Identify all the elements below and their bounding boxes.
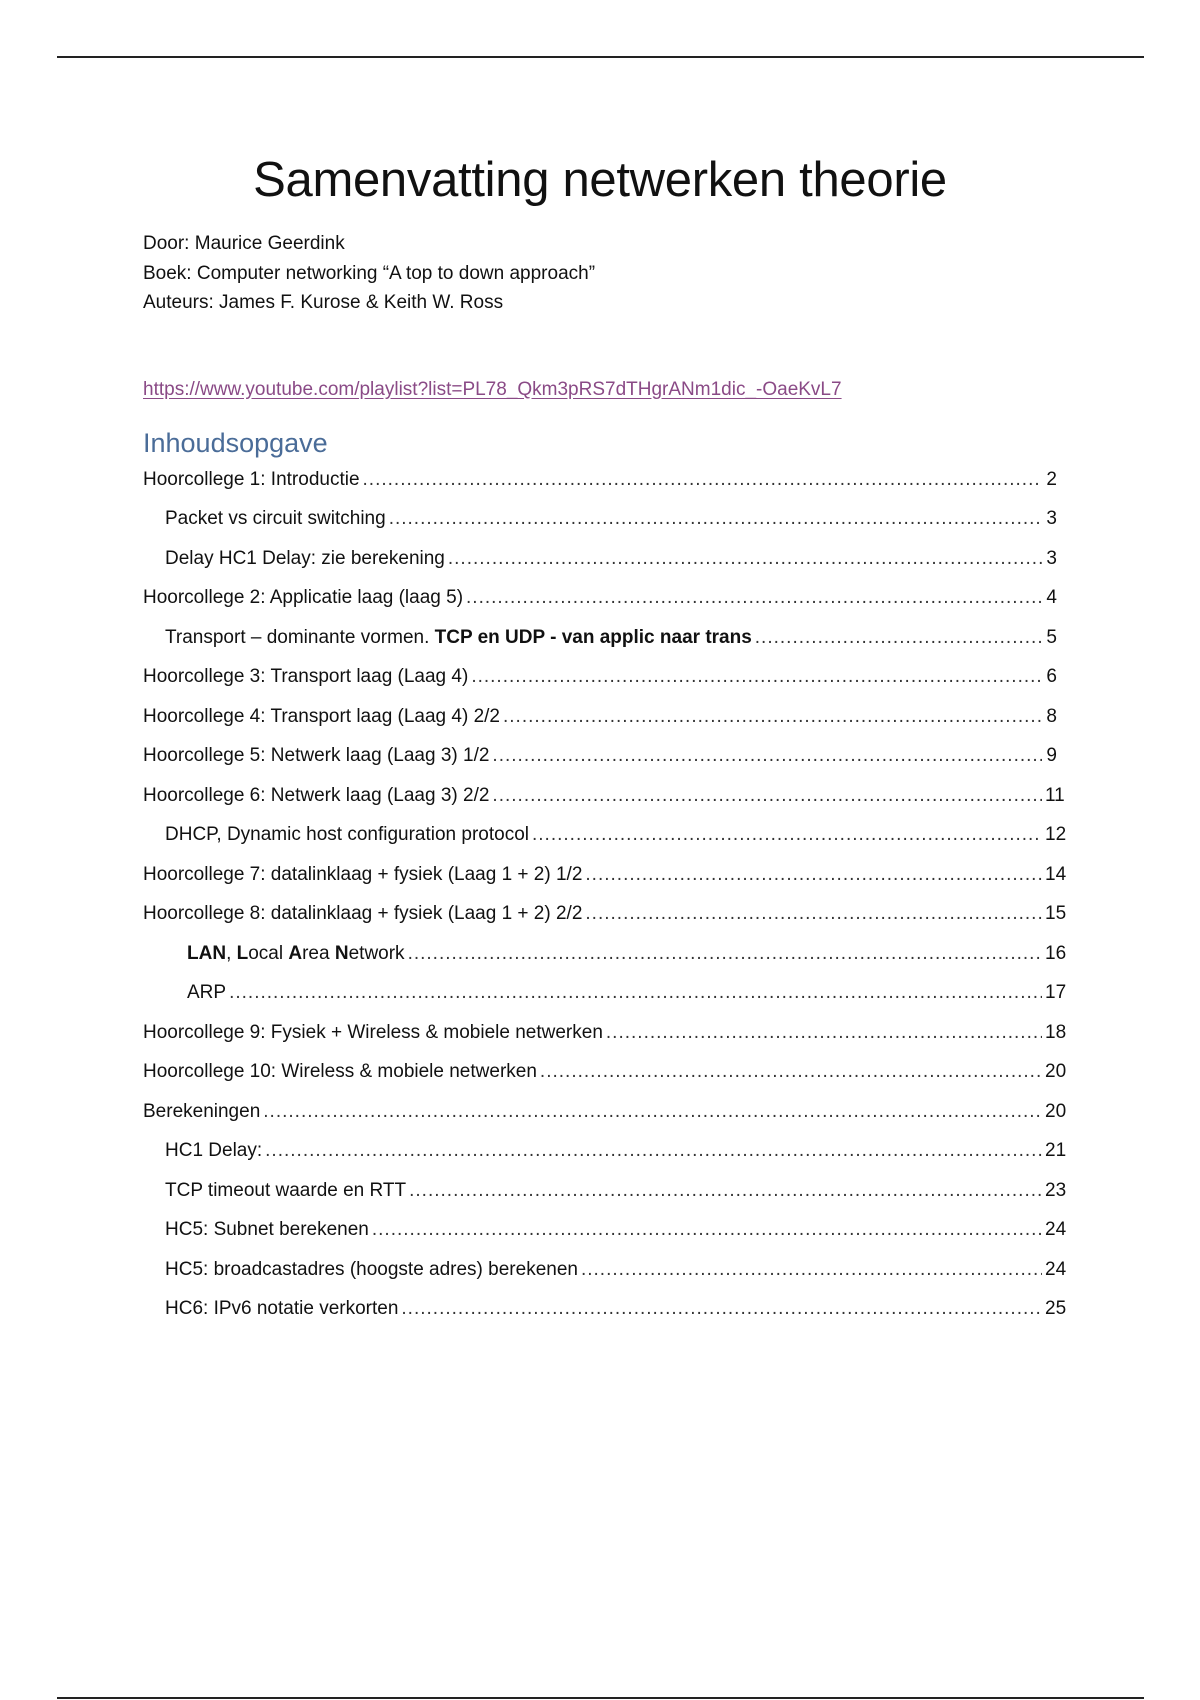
toc-entry-label-bold: TCP en UDP - van applic naar trans	[434, 626, 752, 648]
toc-leader-dots	[606, 1020, 1042, 1046]
toc-entry-label-bold: N	[334, 942, 349, 964]
toc-entry-page: 8	[1046, 705, 1057, 727]
toc-leader-dots	[363, 467, 1042, 493]
toc-entry-page: 23	[1045, 1179, 1067, 1201]
header-rule	[57, 56, 1144, 58]
toc-entry[interactable]	[143, 506, 1057, 546]
toc-entry-page: 9	[1046, 745, 1057, 766]
toc-entry-label: Hoorcollege 4: Transport laag (Laag 4) 2/2	[143, 705, 500, 727]
toc-leader-dots	[401, 1296, 1042, 1322]
toc-entry[interactable]	[143, 862, 1067, 902]
toc-entry-label: Hoorcollege 3: Transport laag (Laag 4)	[143, 666, 469, 687]
toc-entry[interactable]	[143, 664, 1057, 704]
toc-entry-page: 20	[1045, 1061, 1067, 1082]
toc-entry[interactable]	[143, 546, 1057, 586]
toc-entry-label: Berekeningen	[143, 1100, 261, 1122]
toc-leader-dots	[492, 783, 1042, 809]
meta-book: Boek: Computer networking “A top to down approach”	[143, 262, 596, 284]
toc-entry-page: 15	[1045, 903, 1067, 924]
toc-entry[interactable]	[143, 625, 1057, 665]
toc-entry-page: 17	[1045, 982, 1067, 1003]
document-title: Samenvatting netwerken theorie	[253, 153, 947, 207]
toc-entry[interactable]	[143, 585, 1057, 625]
toc-entry-page: 14	[1045, 863, 1067, 885]
toc-entry-label: DHCP, Dynamic host configuration protocol	[165, 824, 529, 845]
toc-entry-label-bold: LAN	[187, 942, 227, 964]
toc-leader-dots	[229, 980, 1042, 1006]
toc-entry[interactable]	[143, 980, 1067, 1020]
toc-entry-label-plain: Transport – dominante vormen.	[165, 626, 435, 648]
toc-entry[interactable]	[143, 1296, 1067, 1336]
toc-entry-page: 3	[1046, 547, 1057, 569]
toc-entry-page: 20	[1045, 1100, 1067, 1122]
toc-entry-label: Hoorcollege 5: Netwerk laag (Laag 3) 1/2	[143, 745, 490, 766]
toc-entry[interactable]	[143, 1059, 1067, 1099]
toc-entry-page: 4	[1046, 587, 1057, 608]
toc-entry[interactable]	[143, 901, 1067, 941]
table-of-contents	[143, 467, 1067, 1336]
toc-entry-label-plain: ,	[226, 942, 237, 964]
toc-entry-page: 2	[1046, 468, 1057, 490]
toc-entry-label-bold: L	[236, 942, 249, 964]
toc-entry-label-plain: etwork	[348, 942, 405, 964]
toc-leader-dots	[471, 664, 1042, 690]
toc-entry-page: 25	[1045, 1298, 1067, 1319]
toc-entry[interactable]	[143, 743, 1057, 783]
toc-entry-page: 18	[1045, 1021, 1067, 1043]
toc-entry[interactable]	[143, 704, 1057, 744]
toc-leader-dots	[540, 1059, 1042, 1085]
toc-entry[interactable]	[143, 1178, 1067, 1218]
toc-entry-page: 11	[1045, 784, 1065, 806]
toc-entry-label: HC5: Subnet berekenen	[165, 1219, 369, 1240]
toc-leader-dots	[408, 941, 1042, 967]
toc-heading: Inhoudsopgave	[143, 427, 328, 458]
toc-leader-dots	[409, 1178, 1042, 1204]
toc-leader-dots	[585, 901, 1042, 927]
toc-entry[interactable]	[143, 1099, 1067, 1139]
toc-entry[interactable]	[143, 1257, 1067, 1297]
toc-leader-dots	[503, 704, 1042, 730]
meta-author: Door: Maurice Geerdink	[143, 233, 345, 254]
toc-entry-page: 5	[1046, 626, 1057, 648]
toc-entry[interactable]	[143, 822, 1067, 862]
toc-entry-label	[165, 625, 752, 651]
toc-entry-label	[187, 941, 405, 967]
toc-entry[interactable]	[143, 941, 1067, 981]
toc-entry-page: 16	[1045, 942, 1067, 964]
toc-leader-dots	[755, 625, 1042, 651]
toc-entry-label: ARP	[187, 982, 227, 1003]
toc-entry-label: HC5: broadcastadres (hoogste adres) berekenen	[165, 1258, 578, 1280]
toc-leader-dots	[372, 1217, 1042, 1243]
toc-entry-page: 6	[1046, 666, 1057, 687]
toc-entry-label: Delay HC1 Delay: zie berekening	[165, 547, 445, 569]
toc-entry-label: TCP timeout waarde en RTT	[165, 1179, 407, 1201]
toc-entry[interactable]	[143, 1138, 1067, 1178]
toc-leader-dots	[492, 743, 1042, 769]
toc-leader-dots	[581, 1257, 1042, 1283]
toc-entry[interactable]	[143, 1020, 1067, 1060]
toc-entry-label: Hoorcollege 10: Wireless & mobiele netwerken	[143, 1061, 537, 1082]
toc-leader-dots	[389, 506, 1042, 532]
toc-entry-label: Hoorcollege 9: Fysiek + Wireless & mobiele netwerken	[143, 1021, 603, 1043]
playlist-link[interactable]: https://www.youtube.com/playlist?list=PL78_Qkm3pRS7dTHgrANm1dic_-OaeKvL7	[143, 378, 842, 400]
toc-entry[interactable]	[143, 783, 1065, 823]
toc-leader-dots	[466, 585, 1042, 611]
toc-leader-dots	[585, 862, 1042, 888]
toc-entry-label: Packet vs circuit switching	[165, 508, 386, 529]
toc-entry-label: Hoorcollege 2: Applicatie laag (laag 5)	[143, 587, 464, 608]
toc-entry-page: 21	[1045, 1140, 1067, 1161]
toc-entry-page: 12	[1045, 824, 1067, 845]
toc-entry-label-plain: ocal	[248, 942, 289, 964]
page-content	[143, 150, 1067, 1336]
meta-authors: Auteurs: James F. Kurose & Keith W. Ross	[143, 292, 504, 313]
toc-entry-label: Hoorcollege 7: datalinklaag + fysiek (Laag 1 + 2) 1/2	[143, 863, 583, 885]
toc-entry-label: Hoorcollege 1: Introductie	[143, 468, 360, 490]
footer-rule	[57, 1697, 1144, 1699]
toc-entry-label: Hoorcollege 6: Netwerk laag (Laag 3) 2/2	[143, 784, 490, 806]
toc-entry[interactable]	[143, 1217, 1067, 1257]
toc-entry-label-bold: A	[288, 942, 303, 964]
toc-entry-label: HC6: IPv6 notatie verkorten	[165, 1298, 399, 1319]
toc-entry-page: 3	[1046, 508, 1057, 529]
toc-entry-label: HC1 Delay:	[165, 1140, 263, 1161]
toc-leader-dots	[532, 822, 1042, 848]
toc-leader-dots	[448, 546, 1042, 572]
toc-leader-dots	[265, 1138, 1042, 1164]
toc-entry-label: Hoorcollege 8: datalinklaag + fysiek (Laag 1 + 2) 2/2	[143, 903, 583, 924]
toc-entry-label-plain: rea	[302, 942, 335, 964]
toc-entry-page: 24	[1045, 1258, 1067, 1280]
toc-entry-page: 24	[1045, 1219, 1067, 1240]
toc-entry[interactable]	[143, 467, 1057, 507]
toc-leader-dots	[263, 1099, 1042, 1125]
